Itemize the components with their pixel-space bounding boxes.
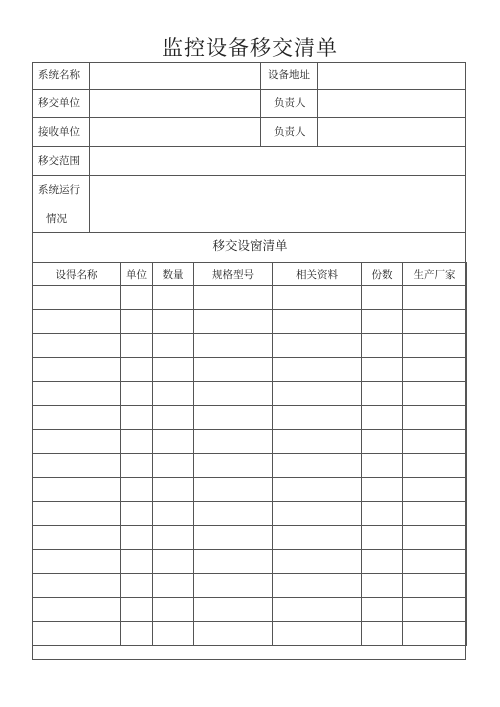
transfer-unit-label: 移交单位 <box>38 97 80 109</box>
column-header-unit: 单位 <box>121 263 153 286</box>
table-cell[interactable] <box>33 334 121 358</box>
table-cell[interactable] <box>153 406 194 430</box>
table-cell[interactable] <box>273 454 362 478</box>
table-cell[interactable] <box>33 406 121 430</box>
table-cell[interactable] <box>194 382 273 406</box>
table-cell[interactable] <box>33 310 121 334</box>
table-cell[interactable] <box>121 502 153 526</box>
table-cell[interactable] <box>403 574 467 598</box>
table-cell[interactable] <box>153 334 194 358</box>
column-header-device-name: 设得名称 <box>33 263 121 286</box>
receiving-unit-label: 接收单位 <box>38 126 80 138</box>
transfer-scope-label: 移交范围 <box>38 155 80 167</box>
table-cell[interactable] <box>273 574 362 598</box>
table-cell[interactable] <box>194 334 273 358</box>
table-cell[interactable] <box>153 430 194 454</box>
table-cell[interactable] <box>273 382 362 406</box>
table-cell[interactable] <box>153 454 194 478</box>
table-cell[interactable] <box>403 334 467 358</box>
receiving-unit-field[interactable] <box>90 118 259 145</box>
transfer-unit-field[interactable] <box>90 90 259 116</box>
table-cell[interactable] <box>153 310 194 334</box>
table-cell[interactable] <box>194 286 273 310</box>
table-cell[interactable] <box>403 454 467 478</box>
table-cell[interactable] <box>362 622 403 646</box>
table-cell[interactable] <box>273 598 362 622</box>
table-row <box>33 550 467 574</box>
column-header-quantity: 数量 <box>153 263 194 286</box>
table-cell[interactable] <box>121 382 153 406</box>
table-cell[interactable] <box>121 334 153 358</box>
table-cell[interactable] <box>362 526 403 550</box>
table-row <box>33 430 467 454</box>
table-cell[interactable] <box>273 310 362 334</box>
table-cell[interactable] <box>153 598 194 622</box>
table-cell[interactable] <box>273 334 362 358</box>
table-cell[interactable] <box>362 358 403 382</box>
table-cell[interactable] <box>194 598 273 622</box>
table-cell[interactable] <box>33 358 121 382</box>
table-cell[interactable] <box>153 526 194 550</box>
table-cell[interactable] <box>153 574 194 598</box>
responsible-field-1[interactable] <box>318 90 465 116</box>
table-cell[interactable] <box>121 430 153 454</box>
table-cell[interactable] <box>33 574 121 598</box>
table-cell[interactable] <box>194 622 273 646</box>
table-cell[interactable] <box>362 454 403 478</box>
column-header-manufacturer: 生产厂家 <box>403 263 467 286</box>
system-status-label-line1: 系统运行 <box>38 184 80 196</box>
table-cell[interactable] <box>403 382 467 406</box>
table-cell[interactable] <box>194 526 273 550</box>
table-row <box>33 358 467 382</box>
table-cell[interactable] <box>153 478 194 502</box>
page-title: 监控设备移交清单 <box>162 36 338 60</box>
table-cell[interactable] <box>403 550 467 574</box>
table-cell[interactable] <box>121 406 153 430</box>
table-row <box>33 622 467 646</box>
table-row <box>33 598 467 622</box>
table-cell[interactable] <box>273 406 362 430</box>
table-cell[interactable] <box>121 310 153 334</box>
table-row <box>33 574 467 598</box>
table-row <box>33 334 467 358</box>
table-cell[interactable] <box>273 478 362 502</box>
equipment-section-title: 移交设窗清单 <box>212 238 288 253</box>
transfer-scope-field[interactable] <box>90 147 465 174</box>
table-cell[interactable] <box>273 430 362 454</box>
table-cell[interactable] <box>194 430 273 454</box>
table-cell[interactable] <box>362 406 403 430</box>
system-status-label-line2: 情况 <box>46 213 67 225</box>
table-cell[interactable] <box>194 358 273 382</box>
equipment-table <box>32 262 467 646</box>
table-cell[interactable] <box>273 550 362 574</box>
table-cell[interactable] <box>362 334 403 358</box>
table-cell[interactable] <box>403 622 467 646</box>
table-cell[interactable] <box>403 478 467 502</box>
table-cell[interactable] <box>194 550 273 574</box>
table-cell[interactable] <box>403 526 467 550</box>
system-name-field[interactable] <box>90 63 259 88</box>
table-cell[interactable] <box>121 550 153 574</box>
table-cell[interactable] <box>194 478 273 502</box>
table-cell[interactable] <box>33 550 121 574</box>
table-cell[interactable] <box>194 574 273 598</box>
table-row <box>33 406 467 430</box>
table-cell[interactable] <box>362 310 403 334</box>
table-cell[interactable] <box>403 358 467 382</box>
table-cell[interactable] <box>121 286 153 310</box>
table-cell[interactable] <box>273 286 362 310</box>
table-cell[interactable] <box>362 382 403 406</box>
table-cell[interactable] <box>153 550 194 574</box>
table-cell[interactable] <box>33 430 121 454</box>
system-name-label: 系统名称 <box>38 69 80 81</box>
table-cell[interactable] <box>33 382 121 406</box>
table-cell[interactable] <box>153 502 194 526</box>
table-row <box>33 526 467 550</box>
table-cell[interactable] <box>153 622 194 646</box>
table-cell[interactable] <box>194 454 273 478</box>
table-cell[interactable] <box>121 478 153 502</box>
column-header-copies: 份数 <box>362 263 403 286</box>
table-cell[interactable] <box>403 310 467 334</box>
table-cell[interactable] <box>153 358 194 382</box>
table-cell[interactable] <box>33 598 121 622</box>
table-row <box>33 502 467 526</box>
column-divider <box>260 62 261 146</box>
table-cell[interactable] <box>121 622 153 646</box>
table-row <box>33 286 467 310</box>
table-cell[interactable] <box>33 454 121 478</box>
table-cell[interactable] <box>33 502 121 526</box>
column-header-documents: 相关资料 <box>273 263 362 286</box>
table-cell[interactable] <box>121 454 153 478</box>
responsible-label-2: 负责人 <box>274 126 306 138</box>
responsible-label-1: 负责人 <box>274 97 306 109</box>
table-cell[interactable] <box>403 598 467 622</box>
table-cell[interactable] <box>362 286 403 310</box>
table-row <box>33 310 467 334</box>
table-cell[interactable] <box>273 358 362 382</box>
table-cell[interactable] <box>121 598 153 622</box>
table-cell[interactable] <box>403 430 467 454</box>
table-header-row <box>33 263 467 286</box>
table-cell[interactable] <box>153 286 194 310</box>
device-address-label: 设备地址 <box>268 69 310 81</box>
table-cell[interactable] <box>273 502 362 526</box>
table-cell[interactable] <box>121 574 153 598</box>
table-cell[interactable] <box>121 526 153 550</box>
table-cell[interactable] <box>33 286 121 310</box>
table-cell[interactable] <box>121 358 153 382</box>
row-divider <box>32 232 466 233</box>
table-cell[interactable] <box>273 622 362 646</box>
table-row <box>33 382 467 406</box>
table-row <box>33 454 467 478</box>
table-cell[interactable] <box>33 622 121 646</box>
table-cell[interactable] <box>273 526 362 550</box>
table-row <box>33 478 467 502</box>
table-cell[interactable] <box>362 502 403 526</box>
table-cell[interactable] <box>194 310 273 334</box>
table-cell[interactable] <box>194 502 273 526</box>
device-address-field[interactable] <box>318 63 465 88</box>
table-cell[interactable] <box>362 430 403 454</box>
responsible-field-2[interactable] <box>318 118 465 145</box>
table-cell[interactable] <box>153 382 194 406</box>
table-cell[interactable] <box>362 598 403 622</box>
table-cell[interactable] <box>362 478 403 502</box>
system-status-field[interactable] <box>90 176 465 231</box>
table-cell[interactable] <box>33 478 121 502</box>
table-cell[interactable] <box>403 502 467 526</box>
table-cell[interactable] <box>194 406 273 430</box>
table-cell[interactable] <box>362 550 403 574</box>
table-cell[interactable] <box>403 406 467 430</box>
table-cell[interactable] <box>403 286 467 310</box>
table-cell[interactable] <box>33 526 121 550</box>
column-header-model: 规格型号 <box>194 263 273 286</box>
table-cell[interactable] <box>362 574 403 598</box>
